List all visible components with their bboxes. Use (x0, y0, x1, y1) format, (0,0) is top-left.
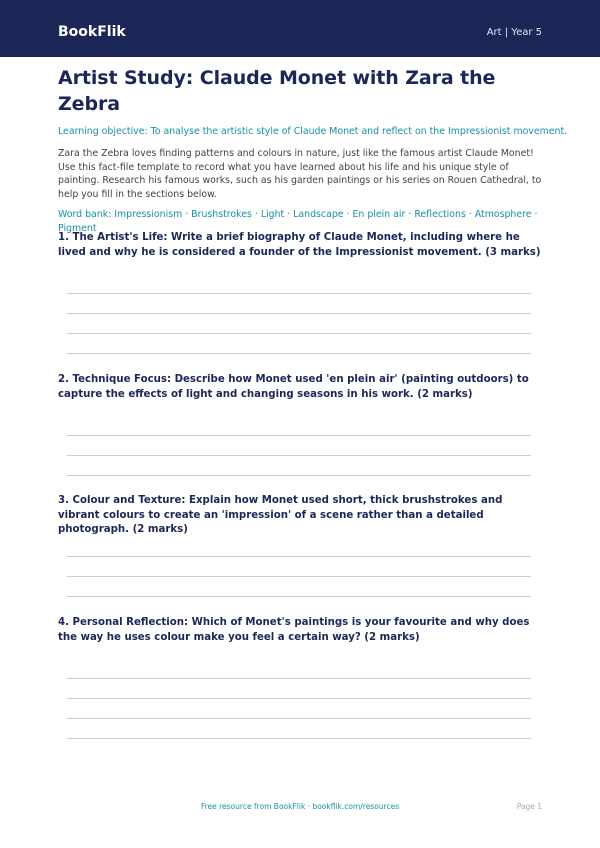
worksheet-intro (58, 65, 568, 236)
word-bank: Word bank: Impressionism · Brushstrokes · Light · Landscape · En plein air · Reflections · Atmosphere · Pigment (58, 209, 538, 234)
answer-line[interactable] (67, 576, 531, 577)
question-1-prompt: 1. The Artist's Life: Write a brief biography of Claude Monet, including where he lived and why he is considered a founder of the Impressionist movement. (3 marks) (58, 232, 541, 258)
page-title: Artist Study: Claude Monet with Zara the Zebra (58, 67, 496, 115)
answer-line[interactable] (67, 353, 531, 354)
answer-line[interactable] (67, 596, 531, 597)
learning-objective: Learning objective: To analyse the artistic style of Claude Monet and reflect on the Impressionist movement. (58, 126, 568, 137)
question-2-prompt: 2. Technique Focus: Describe how Monet used 'en plein air' (painting outdoors) to capture the effects of light and changing seasons in his work. (2 marks) (58, 374, 529, 400)
answer-line[interactable] (67, 293, 531, 294)
question-3-prompt: 3. Colour and Texture: Explain how Monet used short, thick brushstrokes and vibrant colours to create an 'impression' of a scene rather than a detailed photograph. (2 marks) (58, 495, 503, 535)
answer-line[interactable] (67, 435, 531, 436)
answer-line[interactable] (67, 455, 531, 456)
question-4-prompt: 4. Personal Reflection: Which of Monet's paintings is your favourite and why does the way he uses colour make you feel a certain way? (2 marks) (58, 617, 530, 643)
answer-line[interactable] (67, 678, 531, 679)
subject-year-label: Art | Year 5 (486, 27, 542, 38)
answer-line[interactable] (67, 475, 531, 476)
page-number: Page 1 (516, 802, 542, 811)
answer-line[interactable] (67, 333, 531, 334)
intro-paragraph: Zara the Zebra loves finding patterns and colours in nature, just like the famous artist Claude Monet! Use this fact-file template to record what you have learned about his life and his unique style of painting. Research his famous works, such as his garden paintings or his series on Rouen Cathedral, to help you fill in the sections below. (58, 148, 542, 200)
footer-link[interactable]: Free resource from BookFlik · bookflik.com/resources (200, 802, 400, 811)
answer-line[interactable] (67, 718, 531, 719)
answer-line[interactable] (67, 738, 531, 739)
answer-line[interactable] (67, 313, 531, 314)
answer-line[interactable] (67, 698, 531, 699)
top-header-bar (0, 0, 600, 57)
answer-line[interactable] (67, 556, 531, 557)
brand-logo-text[interactable]: BookFlik (58, 24, 126, 40)
